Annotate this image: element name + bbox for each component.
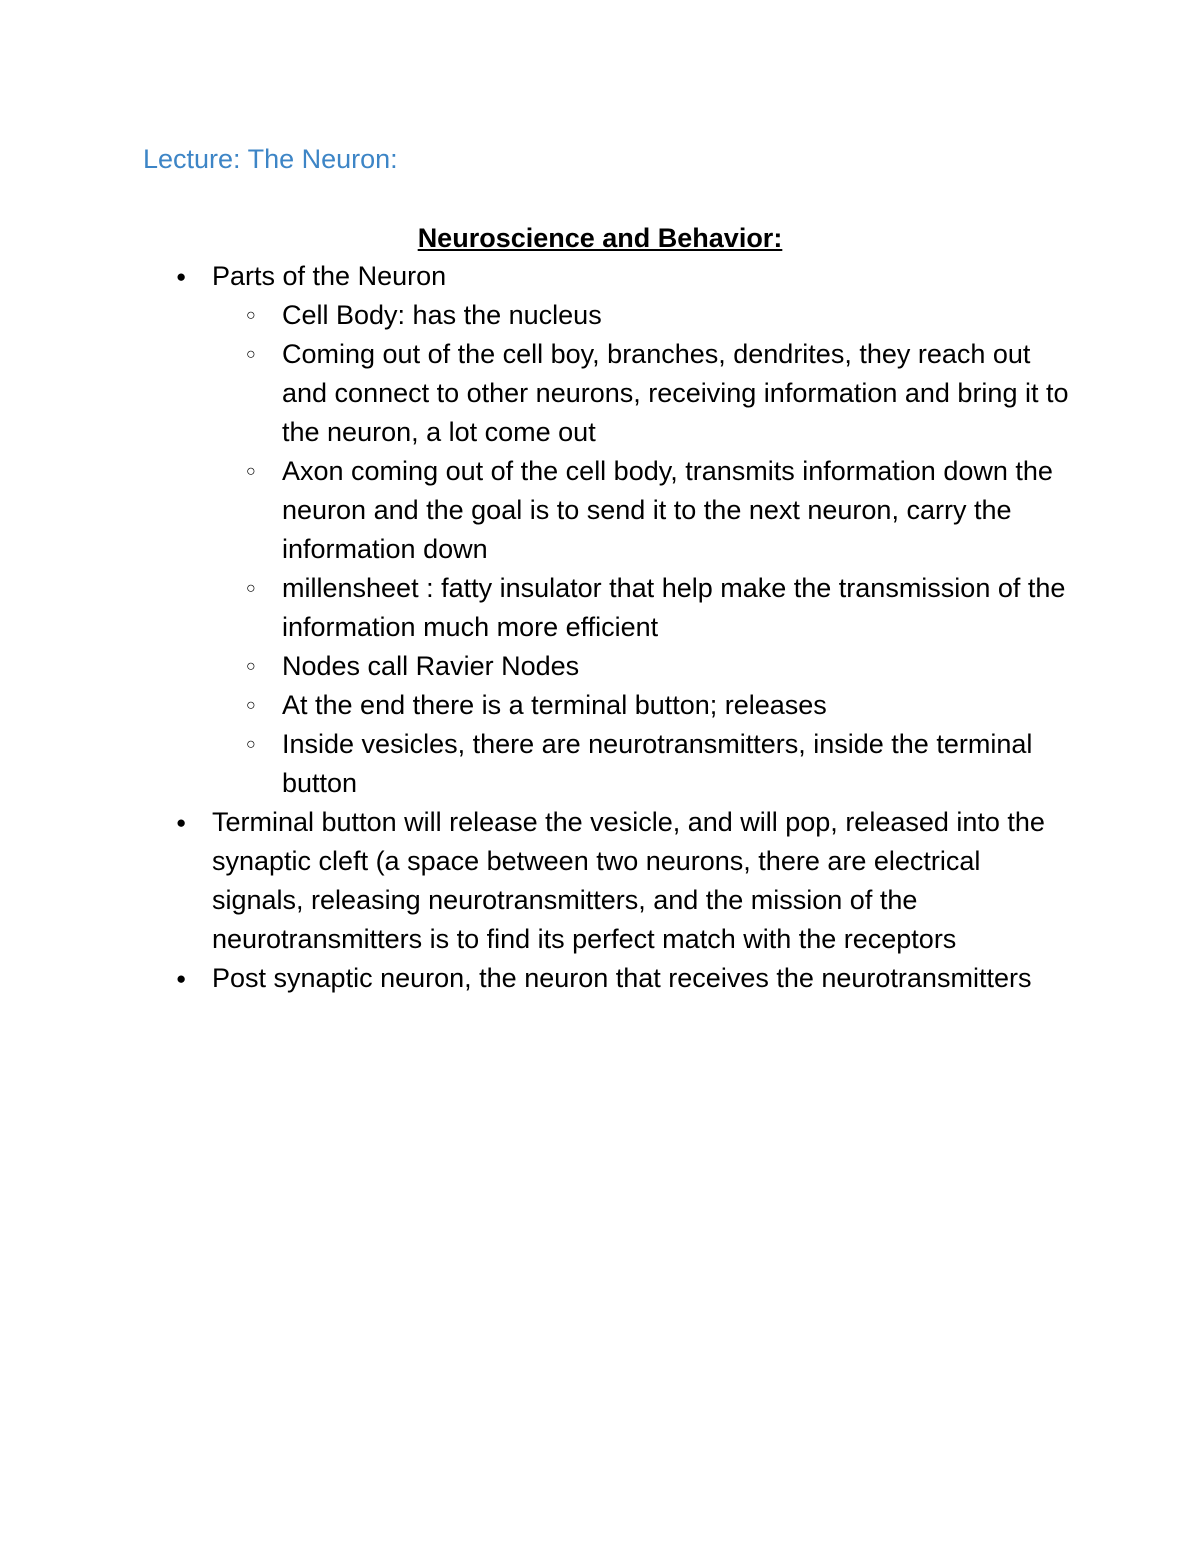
outline-item-text: Parts of the Neuron <box>212 261 447 291</box>
hollow-bullet-icon: ○ <box>246 580 256 597</box>
sub-item <box>212 725 1070 803</box>
outline-item-post-synaptic <box>170 959 1070 998</box>
hollow-bullet-icon: ○ <box>246 658 256 675</box>
sub-item <box>212 296 1070 335</box>
lecture-title: Lecture: The Neuron: <box>143 144 398 174</box>
sub-item-text: millensheet : fatty insulator that help make the transmission of the information much more efficient <box>282 573 1066 642</box>
sub-item-text: Nodes call Ravier Nodes <box>282 651 580 681</box>
sub-item-text: Axon coming out of the cell body, transmits information down the neuron and the goal is to send it to the next neuron, carry the information down <box>282 456 1053 564</box>
outline-item-text: Post synaptic neuron, the neuron that receives the neurotransmitters <box>212 963 1032 993</box>
sub-item <box>212 452 1070 569</box>
outline-item-text: Terminal button will release the vesicle, and will pop, released into the synaptic cleft (a space between two neurons, there are electrical signals, releasing neurotransmitters, and the mission of the neurotransmitters is to find its perfect match with the receptors <box>212 807 1045 954</box>
hollow-bullet-icon: ○ <box>246 697 256 714</box>
outline-item-parts <box>170 257 1070 803</box>
sub-item-text: Inside vesicles, there are neurotransmitters, inside the terminal button <box>282 729 1033 798</box>
sub-item-text: At the end there is a terminal button; releases <box>282 690 827 720</box>
section-heading: Neuroscience and Behavior: <box>417 223 783 253</box>
hollow-bullet-icon: ○ <box>246 307 256 324</box>
bullet-icon: ● <box>176 813 187 832</box>
sub-list <box>212 296 1070 803</box>
outline-list <box>170 257 1070 998</box>
hollow-bullet-icon: ○ <box>246 736 256 753</box>
sub-item <box>212 569 1070 647</box>
hollow-bullet-icon: ○ <box>246 346 256 363</box>
bullet-icon: ● <box>176 969 187 988</box>
hollow-bullet-icon: ○ <box>246 463 256 480</box>
sub-item <box>212 335 1070 452</box>
sub-item-text: Coming out of the cell boy, branches, dendrites, they reach out and connect to other neurons, receiving information and bring it to the neuron, a lot come out <box>282 339 1069 447</box>
bullet-icon: ● <box>176 267 187 286</box>
sub-item <box>212 647 1070 686</box>
outline-item-terminal-button <box>170 803 1070 959</box>
sub-item-text: Cell Body: has the nucleus <box>282 300 602 330</box>
sub-item <box>212 686 1070 725</box>
